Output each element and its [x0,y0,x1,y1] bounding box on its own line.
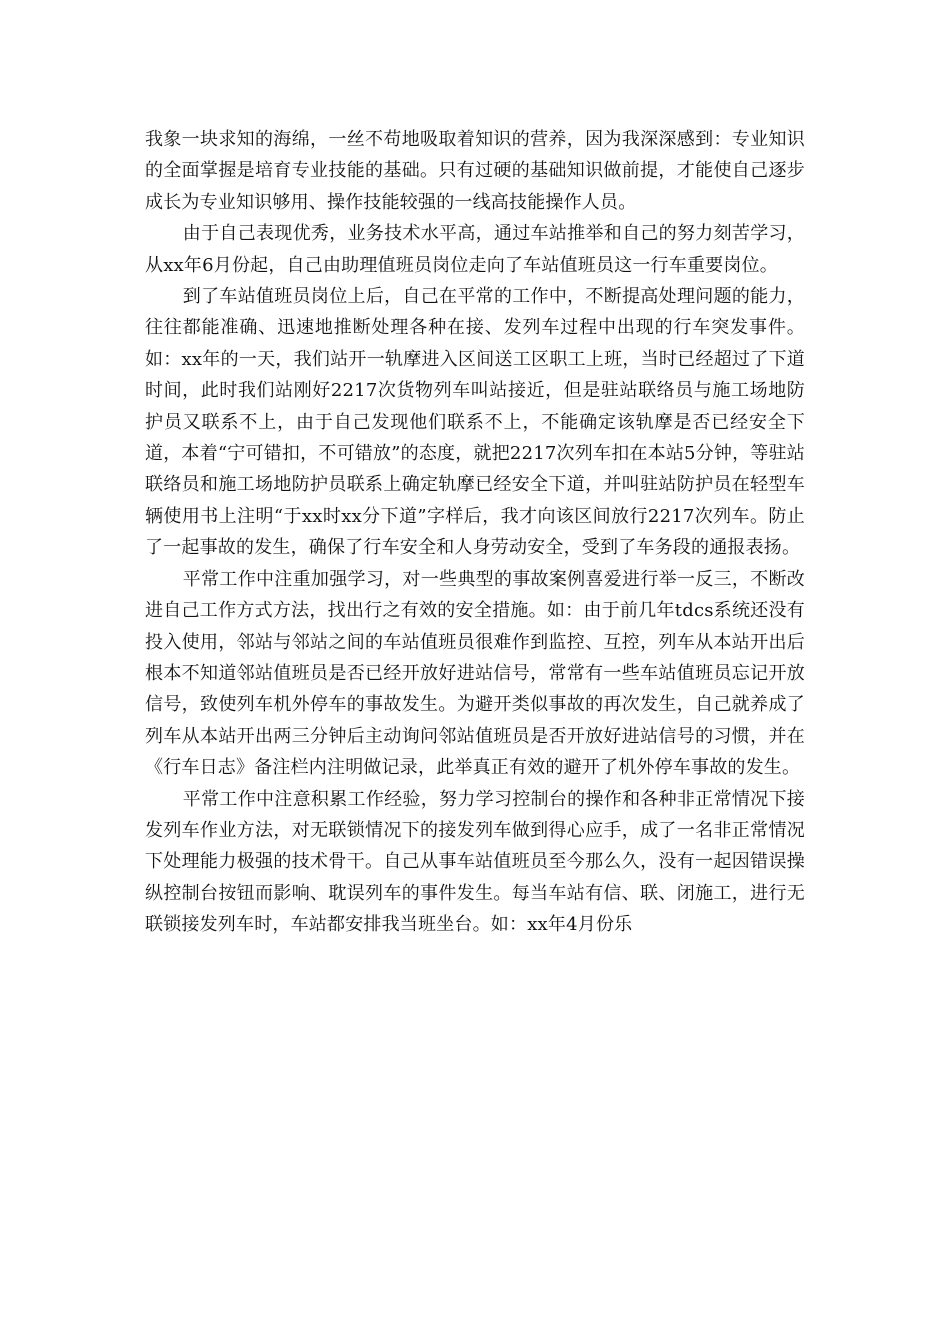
paragraph: 到了车站值班员岗位上后，自己在平常的工作中，不断提高处理问题的能力，往往都能准确、迅速地推断处理各种在接、发列车过程中出现的行车突发事件。如：xx年的一天，我们站开一轨摩进入区间送工区职工上班，当时已经超过了下道时间，此时我们站刚好2217次货物列车叫站接近，但是驻站联络员与施工场地防护员又联系不上，由于自己发现他们联系不上，不能确定该轨摩是否已经安全下道，本着“宁可错扣，不可错放”的态度，就把2217次列车扣在本站5分钟，等驻站联络员和施工场地防护员联系上确定轨摩已经安全下道，并叫驻站防护员在轻型车辆使用书上注明“于xx时xx分下道”字样后，我才向该区间放行2217次列车。防止了一起事故的发生，确保了行车安全和人身劳动安全，受到了车务段的通报表扬。 [145,286,805,559]
paragraph: 由于自己表现优秀，业务技术水平高，通过车站推举和自己的努力刻苦学习，从xx年6月份起，自己由助理值班员岗位走向了车站值班员这一行车重要岗位。 [145,223,805,276]
paragraph: 平常工作中注重加强学习，对一些典型的事故案例喜爱进行举一反三，不断改进自己工作方式方法，找出行之有效的安全措施。如：由于前几年tdcs系统还没有投入使用，邻站与邻站之间的车站值班员很难作到监控、互控，列车从本站开出后根本不知道邻站值班员是否已经开放好进站信号，常常有一些车站值班员忘记开放信号，致使列车机外停车的事故发生。为避开类似事故的再次发生，自己就养成了列车从本站开出两三分钟后主动询问邻站值班员是否开放好进站信号的习惯，并在《行车日志》备注栏内注明做记录，此举真正有效的避开了机外停车事故的发生。 [145,568,805,779]
paragraph: 平常工作中注意积累工作经验，努力学习控制台的操作和各种非正常情况下接发列车作业方法，对无联锁情况下的接发列车做到得心应手，成了一名非正常情况下处理能力极强的技术骨干。自己从事车站值班员至今那么久，没有一起因错误操纵控制台按钮而影响、耽误列车的事件发生。每当车站有信、联、闭施工，进行无联锁接发列车时，车站都安排我当班坐台。如：xx年4月份乐 [145,788,805,936]
document-body [145,124,805,941]
paragraph: 我象一块求知的海绵，一丝不苟地吸取着知识的营养，因为我深深感到：专业知识的全面掌握是培育专业技能的基础。只有过硬的基础知识做前提，才能使自己逐步成长为专业知识够用、操作技能较强的一线高技能操作人员。 [145,129,805,213]
